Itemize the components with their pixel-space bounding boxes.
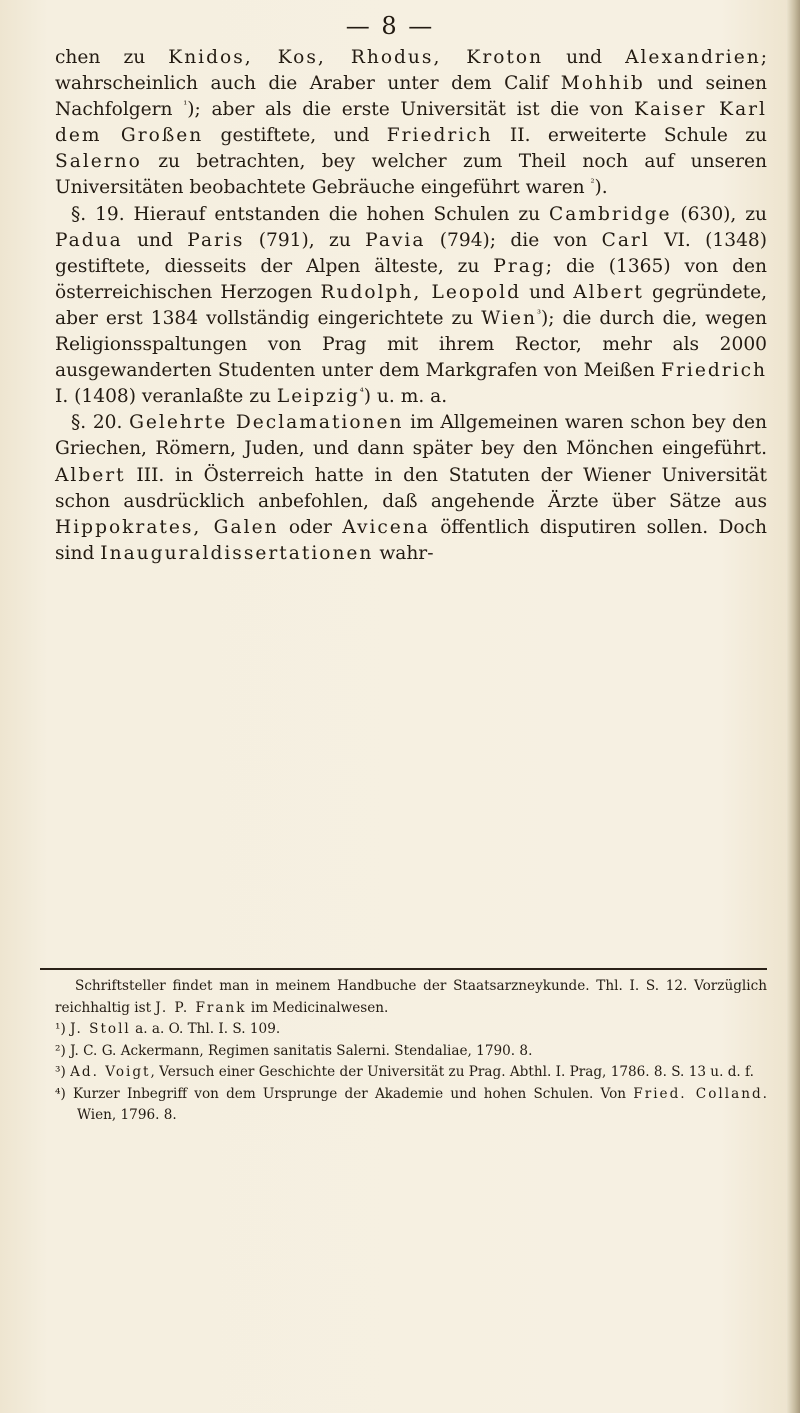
footnote-1: ¹) J. Stoll a. a. O. Thl. I. S. 109.: [55, 1021, 281, 1037]
spaced-name: Leipzig: [276, 386, 360, 408]
footnote-4: ⁴) Kurzer Inbegriff von dem Ursprunge der Akademie und hohen Schulen. Von Fried. Colland. Wien, 1796. 8.: [55, 1085, 767, 1123]
spaced-name: Friedrich: [661, 360, 767, 382]
spaced-name: J. Stoll: [70, 1021, 131, 1037]
spaced-name: Prag: [493, 255, 546, 277]
spaced-name: Albert: [55, 464, 126, 486]
spaced-name: Rudolph, Leopold: [320, 281, 521, 303]
page-edge: [786, 0, 800, 1413]
spaced-names: Knidos, Kos, Rhodus, Kroton: [168, 47, 544, 68]
spaced-name: Avicena: [342, 516, 430, 538]
spaced-name: Padua: [55, 229, 123, 251]
footnote-ref: ³: [536, 308, 541, 320]
spaced-name: Friedrich: [386, 125, 493, 147]
body-text: [55, 45, 767, 567]
spaced-name: Fried. Colland: [633, 1085, 763, 1102]
spaced-name: Mohhib: [560, 73, 645, 95]
footnote-3: ³) Ad. Voigt, Versuch einer Geschichte der Universität zu Prag. Abthl. I. Prag, 1786. 8. S. 13 u. d. f.: [55, 1064, 754, 1080]
footnotes: [55, 976, 767, 1127]
footnote-ref: ²: [590, 178, 595, 190]
spaced-name: Hippokrates, Galen: [55, 516, 279, 538]
footnote-ref: ⁴: [359, 387, 364, 399]
spaced-name: Carl: [601, 229, 650, 251]
paragraph-2: §. 19. Hierauf entstanden die hohen Schulen zu Cambridge (630), zu Padua und Paris (791), zu Pavia (794); die von Carl VI. (1348) gestiftete, diesseits der Alpen älteste, zu Prag; die (1365) von den österreichischen Herzogen Rudolph, Leopold und Albert gegründete, aber erst 1384 vollständig eingerichtete zu Wien$^{^3}$); die durch die, wegen Religionsspaltungen von Prag mit ihrem Rector, mehr als 2000 ausgewanderten Studenten unter dem Markgrafen von Meißen Friedrich I. (1408) veranlaßte zu Leipzig$^{^4}$) u. m. a.: [55, 203, 768, 408]
page-number: — 8 —: [345, 12, 435, 40]
spaced-name: Ad. Voigt: [70, 1064, 151, 1080]
spaced-name: Wien: [481, 307, 537, 329]
spaced-term: Inauguraldissertationen: [100, 542, 374, 564]
footnote-2: ²) J. C. G. Ackermann, Regimen sanitatis Salerni. Stendaliae, 1790. 8.: [55, 1042, 533, 1059]
paragraph-1: chen zu Knidos, Kos, Rhodus, Kroton und Alexandrien; wahrscheinlich auch die Araber unter dem Calif Mohhib und seinen Nachfolgern $^{^1}$); aber als die erste Universität ist die von Kaiser Karl dem Großen gestiftete, und Friedrich II. erweiterte Schule zu Salerno zu betrachten, bey welcher zum Theil noch auf unseren Universitäten beobachtete Gebräuche eingeführt waren $^{^2}$).: [55, 47, 767, 199]
spaced-name: Kaiser Karl dem Großen: [55, 99, 767, 147]
footnote-ref: ¹: [183, 100, 188, 111]
spaced-name: Cambridge: [549, 203, 672, 225]
paragraph-3: §. 20. Gelehrte Declamationen im Allgemeinen waren schon bey den Griechen, Römern, Juden, und dann später bey den Mönchen eingeführt. Albert III. in Österreich hatte in den Statuten der Wiener Universität schon ausdrücklich anbefohlen, daß angehende Ärzte über Sätze aus Hippokrates, Galen oder Avicena öffentlich disputiren sollen. Doch sind Inauguraldissertationen wahr-: [55, 412, 767, 564]
spaced-name: Salerno: [55, 151, 142, 173]
spaced-name: J. P. Frank: [155, 999, 247, 1016]
spaced-name: Paris: [187, 229, 245, 251]
spaced-name: Albert: [573, 281, 644, 303]
spaced-term: Gelehrte Declamationen: [129, 412, 404, 434]
spaced-name: Pavia: [365, 229, 426, 251]
spaced-name: Alexandrien: [625, 47, 761, 68]
footnote-divider: [40, 968, 767, 970]
footnote-intro: Schriftsteller findet man in meinem Handbuche der Staatsarzneykunde. Thl. I. S. 12. Vorzüglich reichhaltig ist J. P. Frank im Medicinalwesen.: [55, 978, 767, 1016]
